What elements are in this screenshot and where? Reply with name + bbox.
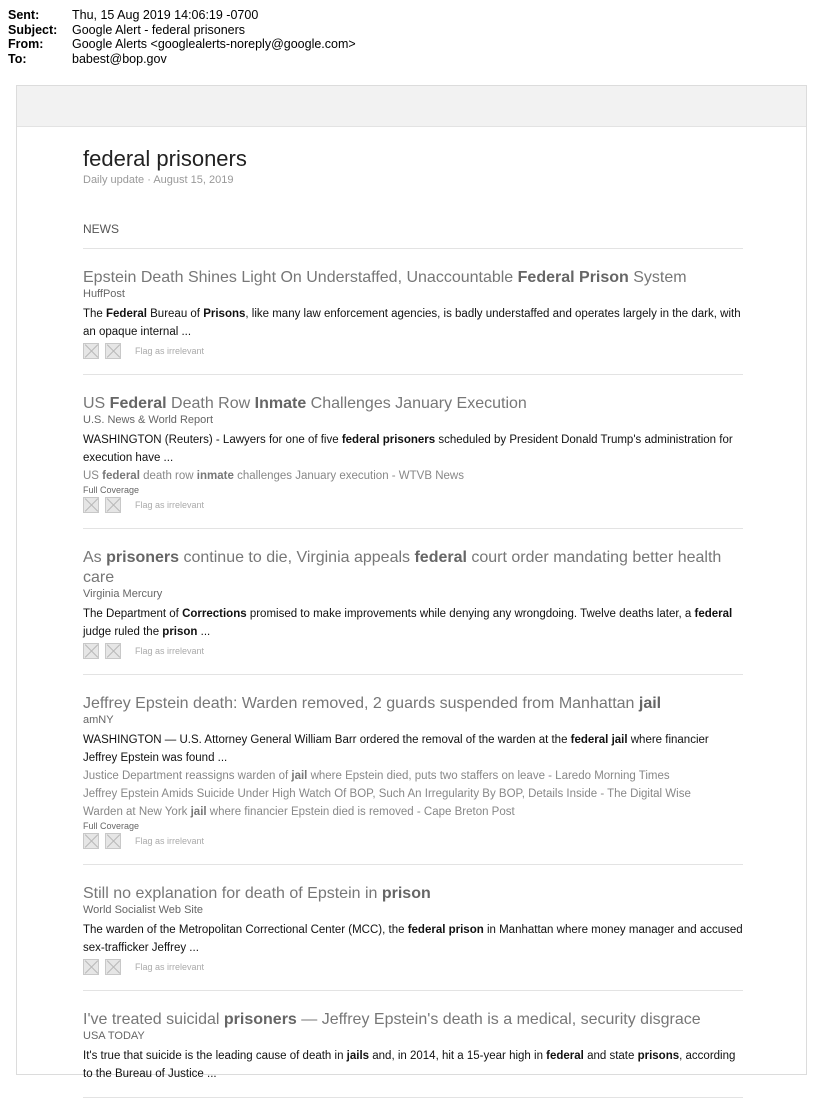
to-value: babest@bop.gov bbox=[72, 51, 167, 66]
flag-irrelevant-link[interactable]: Flag as irrelevant bbox=[135, 836, 205, 846]
to-label: To: bbox=[8, 51, 27, 66]
article-snippet: WASHINGTON (Reuters) - Lawyers for one of five federal prisoners scheduled by President Donald Trump's administration for execution have ... bbox=[83, 434, 733, 464]
subject-label: Subject: bbox=[8, 22, 58, 37]
article-title-link[interactable]: I've treated suicidal prisoners — Jeffrey Epstein's death is a medical, security disgrace bbox=[83, 1011, 701, 1028]
article-source: amNY bbox=[83, 714, 114, 726]
article-source: Virginia Mercury bbox=[83, 588, 163, 600]
flag-irrelevant-link[interactable]: Flag as irrelevant bbox=[135, 646, 205, 656]
article-snippet: The Federal Bureau of Prisons, like many law enforcement agencies, is badly understaffed and operates largely in the dark, with an opaque internal ... bbox=[83, 308, 741, 338]
article-actions bbox=[83, 642, 743, 660]
from-value: Google Alerts <googlealerts-noreply@google.com> bbox=[72, 37, 356, 51]
article-actions bbox=[83, 832, 743, 850]
from-label: From: bbox=[8, 37, 44, 51]
flag-irrelevant-link[interactable]: Flag as irrelevant bbox=[135, 962, 205, 972]
full-coverage-link[interactable]: Full Coverage bbox=[83, 821, 140, 831]
flag-irrelevant-link[interactable]: Flag as irrelevant bbox=[135, 346, 205, 356]
alert-title: federal prisoners bbox=[83, 146, 247, 171]
from-row bbox=[8, 37, 356, 52]
share-alt-icon[interactable] bbox=[105, 959, 121, 975]
article-item bbox=[83, 675, 743, 865]
article-snippet: The warden of the Metropolitan Correctional Center (MCC), the federal prison in Manhattan where money manager and accused sex-trafficker Jeffrey ... bbox=[83, 924, 743, 954]
article-source: HuffPost bbox=[83, 288, 125, 300]
related-article-link[interactable]: Justice Department reassigns warden of jail where Epstein died, puts two staffers on leave - Laredo Morning Times bbox=[83, 770, 670, 782]
card-header-band bbox=[17, 86, 806, 127]
article-actions bbox=[83, 342, 743, 360]
related-article-link[interactable]: Jeffrey Epstein Amids Suicide Under High Watch Of BOP, Such An Irregularity By BOP, Details Inside - The Digital Wise bbox=[83, 788, 691, 800]
section-heading: NEWS bbox=[83, 222, 743, 249]
related-article-link[interactable]: Warden at New York jail where financier Epstein died is removed - Cape Breton Post bbox=[83, 806, 515, 818]
share-alt-icon[interactable] bbox=[105, 497, 121, 513]
article-actions bbox=[83, 958, 743, 976]
alert-subtitle: Daily update · August 15, 2019 bbox=[83, 174, 234, 186]
article-item bbox=[83, 991, 743, 1098]
article-item bbox=[83, 375, 743, 529]
article-title-link[interactable]: Jeffrey Epstein death: Warden removed, 2 guards suspended from Manhattan jail bbox=[83, 695, 662, 712]
alert-card bbox=[16, 85, 807, 1080]
sent-row bbox=[8, 8, 356, 23]
article-source: USA TODAY bbox=[83, 1030, 145, 1042]
related-article-link[interactable]: US federal death row inmate challenges January execution - WTVB News bbox=[83, 470, 464, 482]
share-alt-icon[interactable] bbox=[105, 643, 121, 659]
sent-value: Thu, 15 Aug 2019 14:06:19 -0700 bbox=[72, 8, 259, 22]
article-actions bbox=[83, 496, 743, 514]
email-header bbox=[8, 8, 356, 66]
subject-value: Google Alert - federal prisoners bbox=[72, 22, 246, 37]
article-title-link[interactable]: As prisoners continue to die, Virginia appeals federal court order mandating better health care bbox=[83, 549, 722, 586]
article-source: U.S. News & World Report bbox=[83, 414, 214, 426]
article-title-link[interactable]: Epstein Death Shines Light On Understaffed, Unaccountable Federal Prison System bbox=[83, 269, 687, 286]
article-item bbox=[83, 865, 743, 991]
share-icon[interactable] bbox=[83, 643, 99, 659]
article-title-link[interactable]: Still no explanation for death of Epstein in prison bbox=[83, 885, 431, 902]
article-snippet: It's true that suicide is the leading cause of death in jails and, in 2014, hit a 15-year high in federal and state prisons, according to the Bureau of Justice ... bbox=[83, 1050, 736, 1080]
share-icon[interactable] bbox=[83, 497, 99, 513]
full-coverage-link[interactable]: Full Coverage bbox=[83, 485, 140, 495]
article-list bbox=[83, 249, 743, 1098]
alert-content bbox=[83, 146, 743, 1098]
to-row bbox=[8, 52, 356, 67]
share-icon[interactable] bbox=[83, 959, 99, 975]
article-snippet: WASHINGTON — U.S. Attorney General William Barr ordered the removal of the warden at the federal jail where financier Jeffrey Epstein was found ... bbox=[83, 734, 709, 764]
article-snippet: The Department of Corrections promised to make improvements while denying any wrongdoing. Twelve deaths later, a federal judge ruled the prison ... bbox=[83, 608, 733, 638]
subject-row bbox=[8, 23, 356, 38]
flag-irrelevant-link[interactable]: Flag as irrelevant bbox=[135, 500, 205, 510]
article-title-link[interactable]: US Federal Death Row Inmate Challenges January Execution bbox=[83, 395, 527, 412]
sent-label: Sent: bbox=[8, 8, 40, 22]
share-icon[interactable] bbox=[83, 343, 99, 359]
share-alt-icon[interactable] bbox=[105, 343, 121, 359]
share-icon[interactable] bbox=[83, 833, 99, 849]
share-alt-icon[interactable] bbox=[105, 833, 121, 849]
article-item bbox=[83, 529, 743, 675]
article-item bbox=[83, 249, 743, 375]
article-source: World Socialist Web Site bbox=[83, 904, 204, 916]
